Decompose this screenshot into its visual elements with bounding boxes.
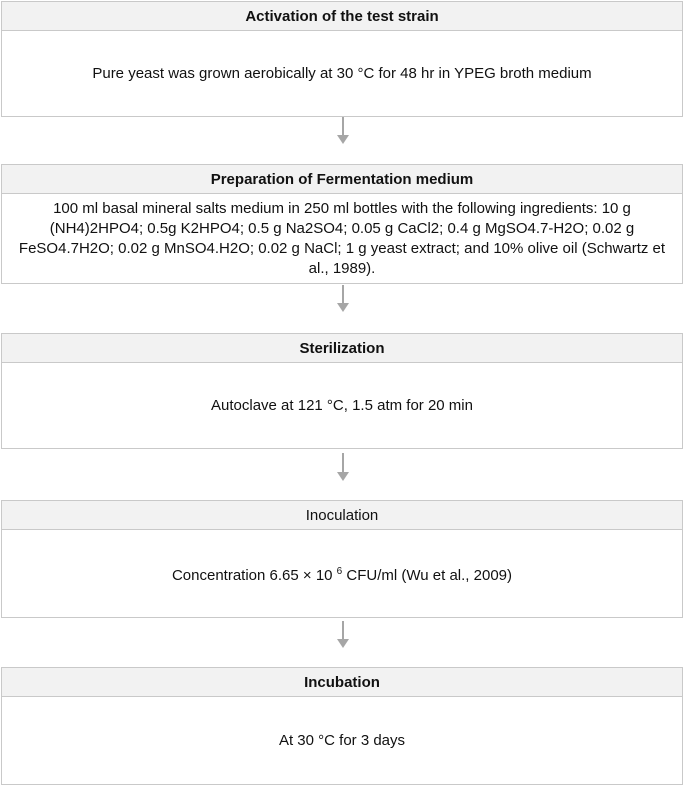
- step-incubation-title: Incubation: [1, 667, 683, 697]
- arrow-down-icon: [334, 117, 352, 144]
- step-inoculation-title: Inoculation: [1, 500, 683, 530]
- inoculation-text-tail: CFU/ml (Wu et al., 2009): [342, 566, 513, 584]
- step-incubation: [1, 667, 683, 785]
- step-incubation-text: At 30 °C for 3 days: [1, 697, 683, 785]
- step-fermentation-medium-text: 100 ml basal mineral salts medium in 250 ml bottles with the following ingredients: 10 g (NH4)2HPO4; 0.5g K2HPO4; 0.5 g Na2SO4; 0.05 g CaCl2; 0.4 g MgSO4.7-H2O; 0.02 g FeSO4.7H2O; 0.02 g MnSO4.H2O; 0.02 g NaCl; 1 g yeast extract; and 10% olive oil (Schwartz et al., 1989).: [1, 194, 683, 284]
- arrow-down-icon: [334, 453, 352, 481]
- step-sterilization: [1, 333, 683, 449]
- step-inoculation-text: [1, 530, 683, 618]
- arrow-down-icon: [334, 621, 352, 648]
- step-sterilization-text: Autoclave at 121 °C, 1.5 atm for 20 min: [1, 363, 683, 449]
- step-fermentation-medium-title: Preparation of Fermentation medium: [1, 164, 683, 194]
- step-activation: [1, 1, 683, 117]
- step-fermentation-medium: [1, 164, 683, 284]
- inoculation-exponent: 6: [336, 565, 343, 577]
- inoculation-text-main: Concentration 6.65 × 10: [171, 566, 337, 584]
- arrow-down-icon: [334, 285, 352, 312]
- step-activation-text: Pure yeast was grown aerobically at 30 °C for 48 hr in YPEG broth medium: [1, 31, 683, 117]
- step-activation-title: Activation of the test strain: [1, 1, 683, 31]
- step-sterilization-title: Sterilization: [1, 333, 683, 363]
- step-inoculation: [1, 500, 683, 618]
